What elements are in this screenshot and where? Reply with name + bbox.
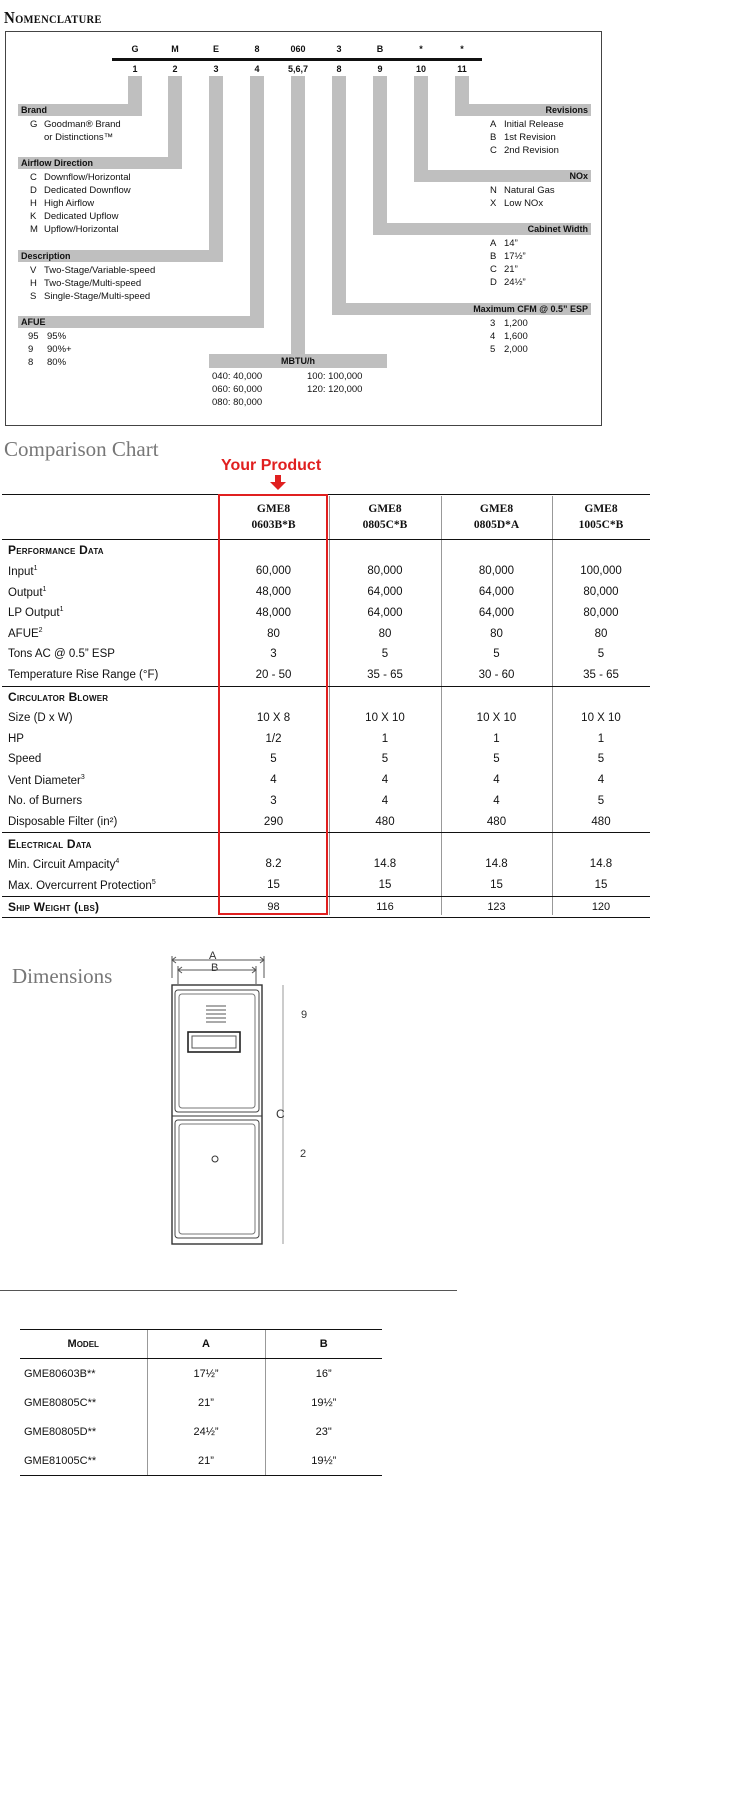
code-position: 8 <box>336 64 342 74</box>
dimensions-table <box>20 1329 382 1476</box>
your-product-highlight <box>218 494 328 915</box>
table-row: Min. Circuit Ampacity$^4$ 8.2 14.8 14.8 14.8 <box>8 857 613 871</box>
code-letter: B <box>376 44 384 54</box>
code-letter: 060 <box>290 44 306 54</box>
table-row: Output$^1$ 48,000 64,000 64,000 80,000 <box>8 585 619 599</box>
table-row: Input$^1$ 60,000 80,000 80,000 100,000 <box>8 564 622 578</box>
column-header: B <box>265 1330 382 1359</box>
nox-label: NOx <box>569 171 588 181</box>
code-position: 5,6,7 <box>287 64 309 74</box>
dimensions-title: Dimensions <box>12 964 113 988</box>
table-row: Tons AC @ 0.5” ESP 3 5 5 5 <box>8 648 605 661</box>
arrow-down-icon <box>275 475 281 482</box>
brand-label: Brand <box>21 105 48 115</box>
code-position: 1 <box>132 64 138 74</box>
code-letter: * <box>460 44 464 54</box>
section-divider <box>0 1290 457 1291</box>
comparison-title: Comparison Chart <box>4 437 159 461</box>
airflow-label: Airflow Direction <box>21 158 94 168</box>
code-position: 3 <box>213 64 219 74</box>
afue-options: 95 95% 9 90%+ 8 80% <box>28 331 72 368</box>
model-header: GME8 0805C*B <box>329 495 441 540</box>
dim-side-label: 2 <box>300 1148 307 1160</box>
table-row: Disposable Filter (in²) 290 480 480 480 <box>2 811 650 832</box>
table-row: Temperature Rise Range (°F) 20 - 50 35 - 65 30 - 60 35 - 65 <box>2 665 650 686</box>
nomenclature-title: Nomenclature <box>4 8 102 27</box>
max-cfm-options: 3 1,200 4 1,600 5 2,000 <box>490 318 528 355</box>
max-cfm-label: Maximum CFM @ 0.5” ESP <box>473 304 588 314</box>
code-position: 10 <box>415 64 426 74</box>
code-divider <box>112 58 482 61</box>
model-header: GME8 1005C*B <box>552 495 650 540</box>
description-options: V Two-Stage/Variable-speed H Two-Stage/Multi-speed S Single-Stage/Multi-speed <box>30 265 156 302</box>
dim-a-label: A <box>209 950 217 962</box>
dim-c-label: C <box>276 1107 285 1121</box>
table-row: GME80805C** 21” 19½” <box>20 1388 382 1417</box>
arrow-head-icon <box>270 482 286 490</box>
mbtu-label: MBTU/h <box>281 356 315 366</box>
model-header: GME8 0603B*B <box>218 495 329 540</box>
code-position: 2 <box>172 64 178 74</box>
table-row: Size (D x W) 10 X 8 10 X 10 10 X 10 10 X 10 <box>8 711 621 724</box>
code-letter: E <box>212 44 219 54</box>
code-letter: * <box>419 44 423 54</box>
cabinet-width-label: Cabinet Width <box>527 224 588 234</box>
your-product-label: Your Product <box>221 457 322 474</box>
table-row: No. of Burners 3 4 4 5 <box>8 794 605 807</box>
code-letter: 8 <box>254 44 260 54</box>
afue-label: AFUE <box>21 317 46 327</box>
table-row: Speed 5 5 5 5 <box>8 753 605 766</box>
mbtu-options-left: 040: 40,000 060: 60,000 080: 80,000 <box>212 371 263 408</box>
code-position: 4 <box>254 64 260 74</box>
model-header: GME8 0805D*A <box>441 495 552 540</box>
nox-options: N Natural Gas X Low NOx <box>490 185 555 209</box>
furnace-diagram <box>160 948 320 1253</box>
airflow-options: C Downflow/Horizontal D Dedicated Downflow H High Airflow K Dedicated Upflow M Upflow/Horizontal <box>30 172 131 235</box>
code-letter: G <box>131 44 139 54</box>
table-row: AFUE$^2$ 80 80 80 80 <box>8 627 608 640</box>
dim-side-label: 9 <box>301 1009 308 1021</box>
section-header: Circulator Blower <box>8 689 109 704</box>
code-position: 9 <box>377 64 383 74</box>
table-row: Max. Overcurrent Protection$^5$ 15 15 15 15 <box>2 875 650 896</box>
table-row: GME81005C** 21” 19½” <box>20 1446 382 1476</box>
table-row: GME80603B** 17½” 16” <box>20 1359 382 1389</box>
section-header: Performance Data <box>8 543 104 558</box>
brand-options: G Goodman® Brand or Distinctions™ <box>30 119 121 143</box>
revisions-options: A Initial Release B 1st Revision C 2nd Revision <box>490 119 564 156</box>
code-position: 11 <box>457 64 467 74</box>
table-row: GME80805D** 24½” 23" <box>20 1417 382 1446</box>
mbtu-options-right: 100: 100,000 120: 120,000 <box>307 371 363 395</box>
ship-weight-row: Ship Weight (lbs) 98 116 123 120 <box>2 896 650 918</box>
table-row: Vent Diameter$^3$ 4 4 4 4 <box>8 773 605 787</box>
description-label: Description <box>21 251 71 261</box>
revisions-label: Revisions <box>545 105 588 115</box>
cabinet-width-options: A 14” B 17½” C 21” D 24½” <box>490 238 526 288</box>
column-header: Model <box>20 1330 147 1359</box>
table-row: LP Output$^1$ 48,000 64,000 64,000 80,000 <box>8 606 619 620</box>
table-row: HP 1/2 1 1 1 <box>8 732 605 745</box>
code-letter: 3 <box>336 44 342 54</box>
section-header: Electrical Data <box>8 836 92 851</box>
dim-b-label: B <box>211 962 219 974</box>
code-letter: M <box>171 44 179 54</box>
column-header: A <box>147 1330 265 1359</box>
